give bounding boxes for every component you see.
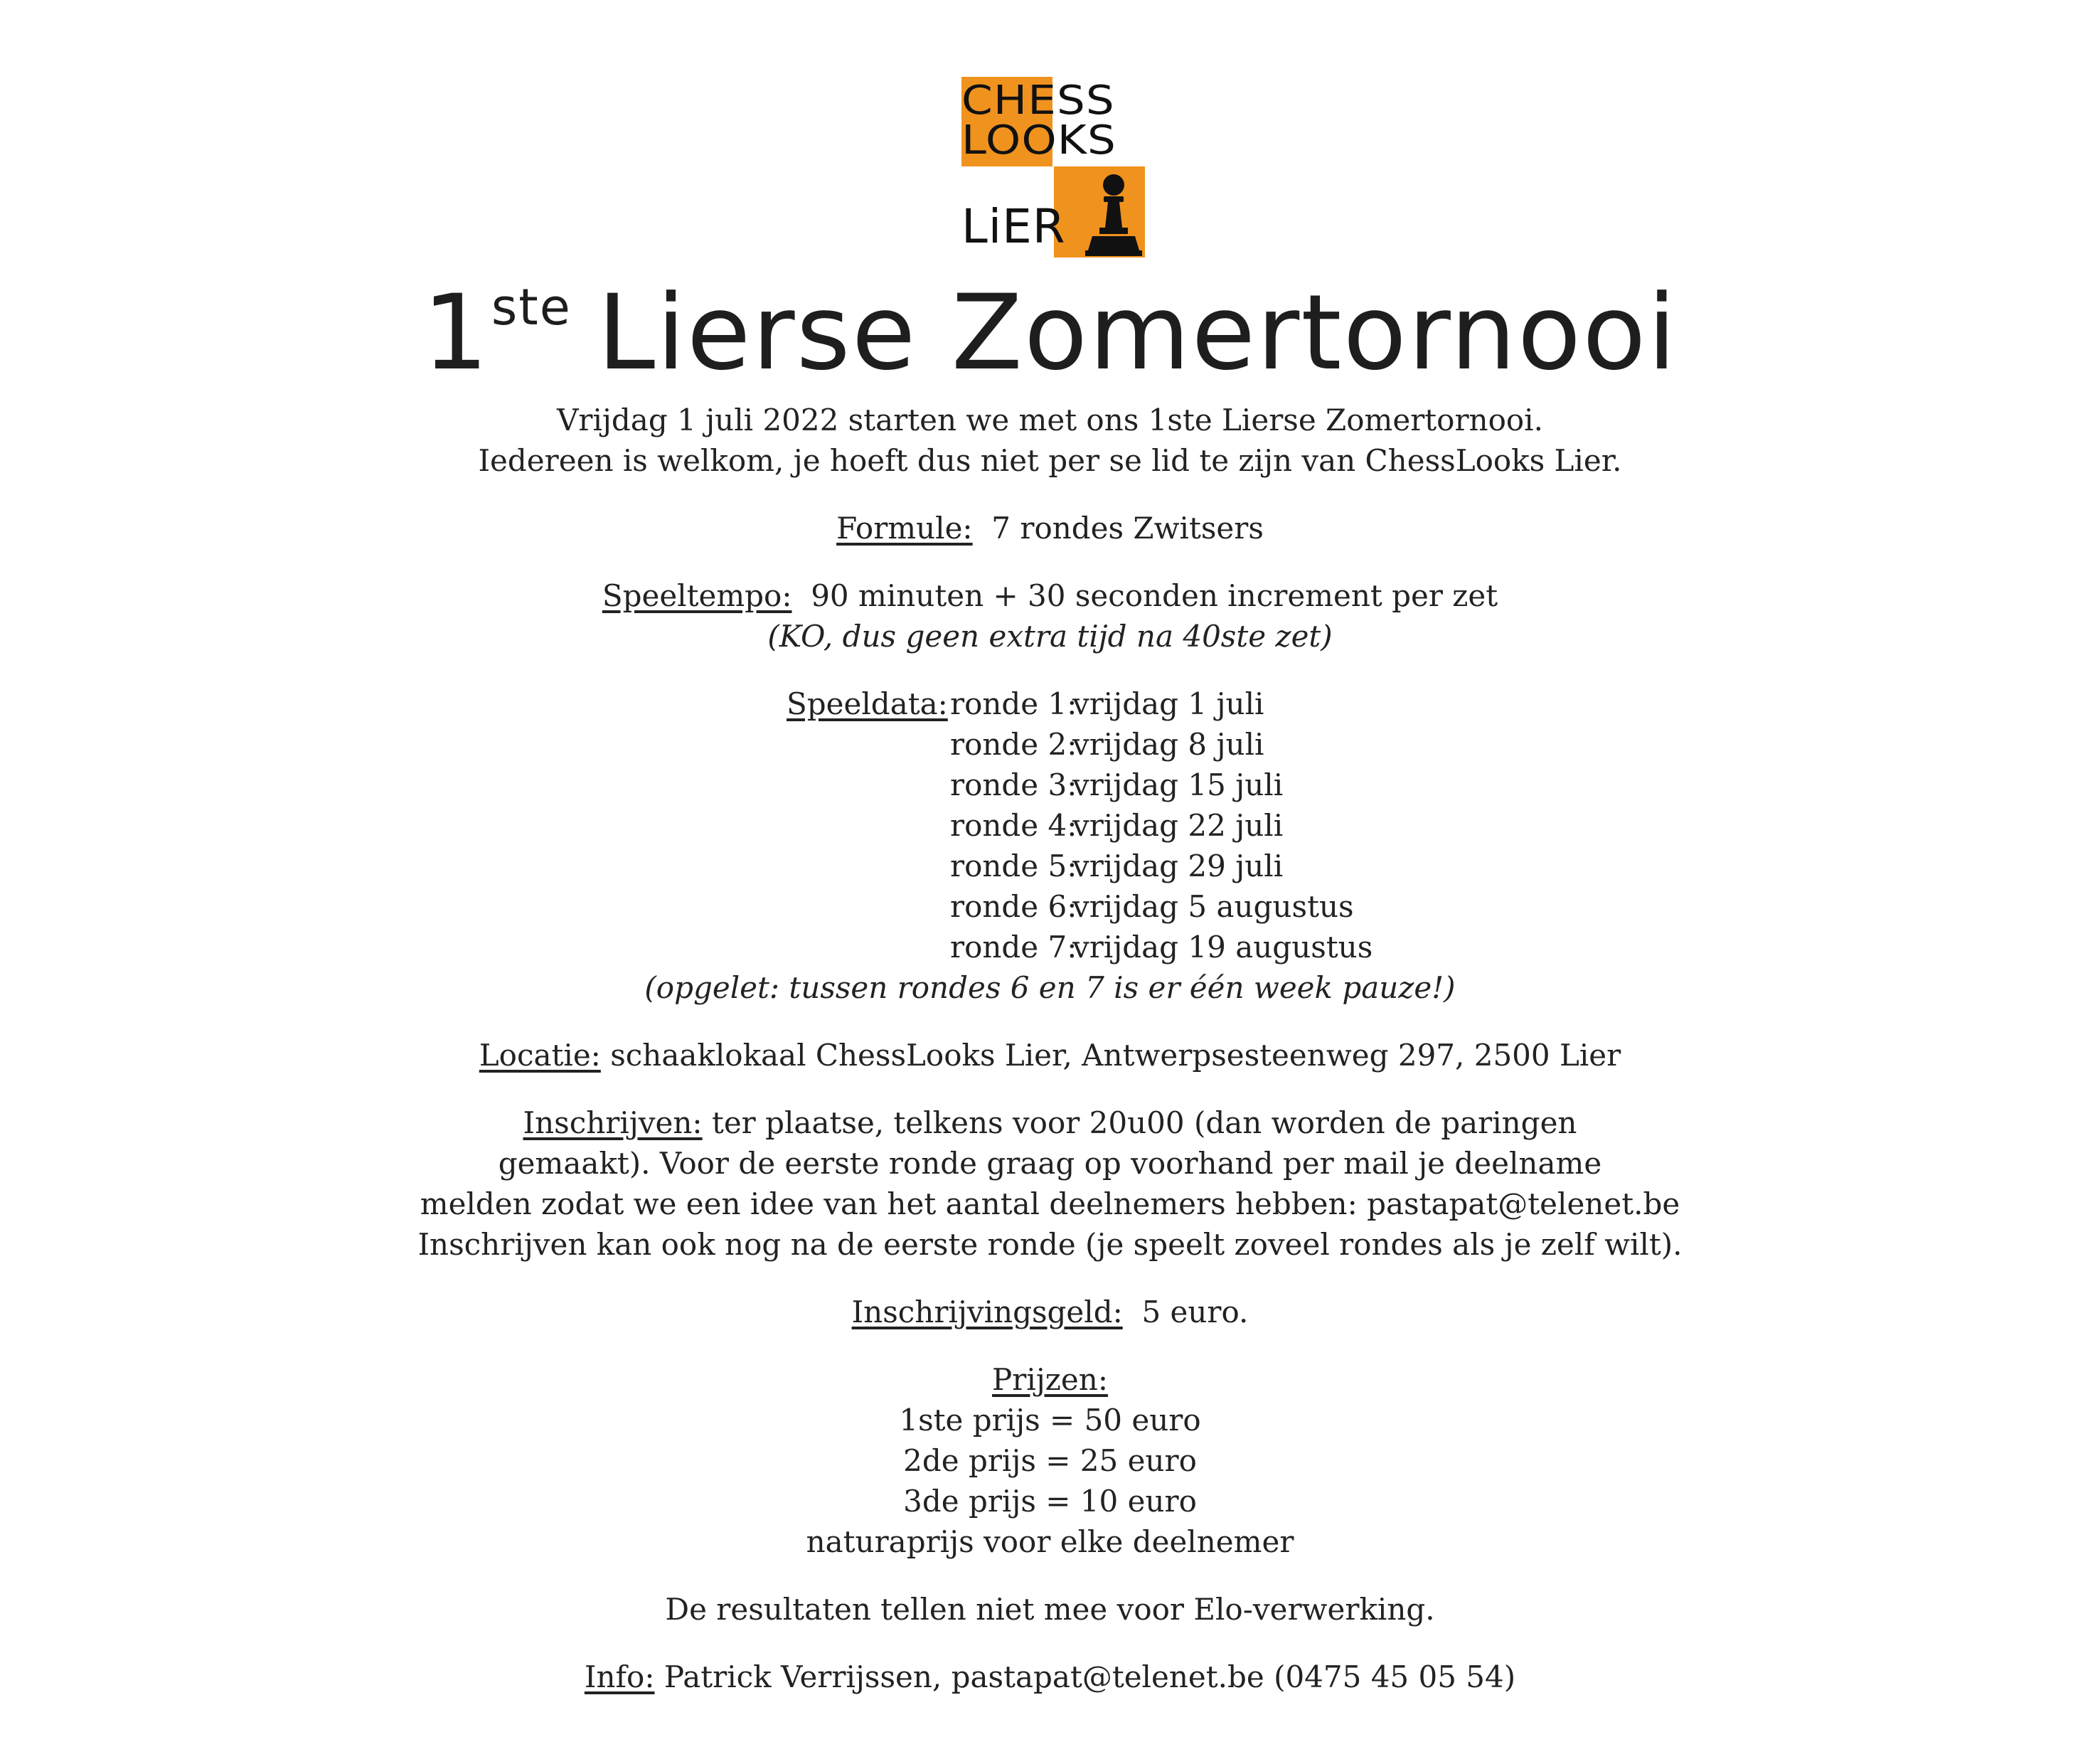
- formule-value: 7 rondes Zwitsers: [991, 511, 1264, 546]
- title-suffix: ste: [491, 278, 572, 336]
- logo-text-looks: LOOKS: [961, 117, 1116, 164]
- page-title: [0, 272, 2100, 393]
- inschrijven-line-3: melden zodat we een idee van het aantal deelnemers hebben: pastapat@telenet.be: [420, 1186, 1680, 1221]
- intro-line-2: Iedereen is welkom, je hoeft dus niet per se lid te zijn van ChessLooks Lier.: [478, 443, 1622, 478]
- inschrijven-line-1: ter plaatse, telkens voor 20u00 (dan worden de paringen: [711, 1105, 1577, 1140]
- round-name: ronde 4:: [950, 808, 1077, 843]
- info-section: [0, 1657, 2100, 1697]
- title-number: 1: [422, 272, 490, 393]
- speeltempo-value: 90 minuten + 30 seconden increment per zet: [811, 578, 1498, 613]
- locatie-value: schaaklokaal ChessLooks Lier, Antwerpsesteenweg 297, 2500 Lier: [610, 1038, 1621, 1073]
- speeltempo-note: (KO, dus geen extra tijd na 40ste zet): [767, 619, 1333, 654]
- logo-text-lier: LiER: [961, 199, 1066, 254]
- inschrijven-section: [0, 1102, 2100, 1143]
- flyer-content: [0, 400, 2100, 1697]
- info-label: Info:: [584, 1659, 655, 1694]
- speeltempo-section: [0, 575, 2100, 616]
- locatie-label: Locatie:: [479, 1038, 601, 1073]
- locatie-section: [0, 1035, 2100, 1075]
- prize-item: 1ste prijs = 50 euro: [899, 1403, 1201, 1438]
- inschrijven-label: Inschrijven:: [523, 1105, 703, 1140]
- round-date: vrijdag 22 juli: [1072, 808, 1284, 843]
- round-date: vrijdag 15 juli: [1072, 767, 1284, 802]
- round-name: ronde 7:: [950, 930, 1077, 965]
- intro-line-1: Vrijdag 1 juli 2022 starten we met ons 1ste Lierse Zomertornooi.: [557, 403, 1543, 437]
- inschrijvingsgeld-section: [0, 1292, 2100, 1332]
- inschrijvingsgeld-label: Inschrijvingsgeld:: [851, 1295, 1123, 1329]
- round-name: ronde 2:: [950, 727, 1077, 762]
- prize-item: 3de prijs = 10 euro: [903, 1484, 1197, 1519]
- prize-item: naturaprijs voor elke deelnemer: [806, 1524, 1294, 1559]
- speeltempo-label: Speeltempo:: [602, 578, 792, 613]
- speeldata-section: [0, 684, 2100, 967]
- elo-note: De resultaten tellen niet mee voor Elo-verwerking.: [665, 1592, 1435, 1627]
- chesslooks-logo: [961, 77, 1145, 257]
- prijzen-label: Prijzen:: [992, 1362, 1108, 1397]
- title-text: Lierse Zomertornooi: [597, 272, 1678, 393]
- prize-item: 2de prijs = 25 euro: [903, 1443, 1197, 1478]
- round-date: vrijdag 8 juli: [1072, 727, 1264, 762]
- round-date: vrijdag 19 augustus: [1072, 930, 1373, 965]
- inschrijven-line-4: Inschrijven kan ook nog na de eerste ronde (je speelt zoveel rondes als je zelf wilt).: [417, 1227, 1683, 1262]
- speeldata-note: (opgelet: tussen rondes 6 en 7 is er één week pauze!): [644, 970, 1456, 1005]
- round-name: ronde 6:: [950, 889, 1077, 924]
- speeldata-label: Speeldata:: [787, 686, 948, 721]
- formule-section: [0, 508, 2100, 548]
- info-value: Patrick Verrijssen, pastapat@telenet.be (0475 45 05 54): [663, 1659, 1516, 1694]
- pawn-icon: [1082, 166, 1145, 257]
- round-name: ronde 5:: [950, 849, 1077, 883]
- round-date: vrijdag 29 juli: [1072, 849, 1284, 883]
- round-date: vrijdag 1 juli: [1072, 686, 1264, 721]
- logo-text-chess: CHESS: [961, 78, 1115, 124]
- round-name: ronde 1:: [950, 686, 1077, 721]
- round-date: vrijdag 5 augustus: [1072, 889, 1354, 924]
- formule-label: Formule:: [836, 511, 973, 546]
- round-name: ronde 3:: [950, 767, 1077, 802]
- inschrijvingsgeld-value: 5 euro.: [1141, 1295, 1249, 1329]
- inschrijven-line-2: gemaakt). Voor de eerste ronde graag op voorhand per mail je deelname: [498, 1146, 1602, 1181]
